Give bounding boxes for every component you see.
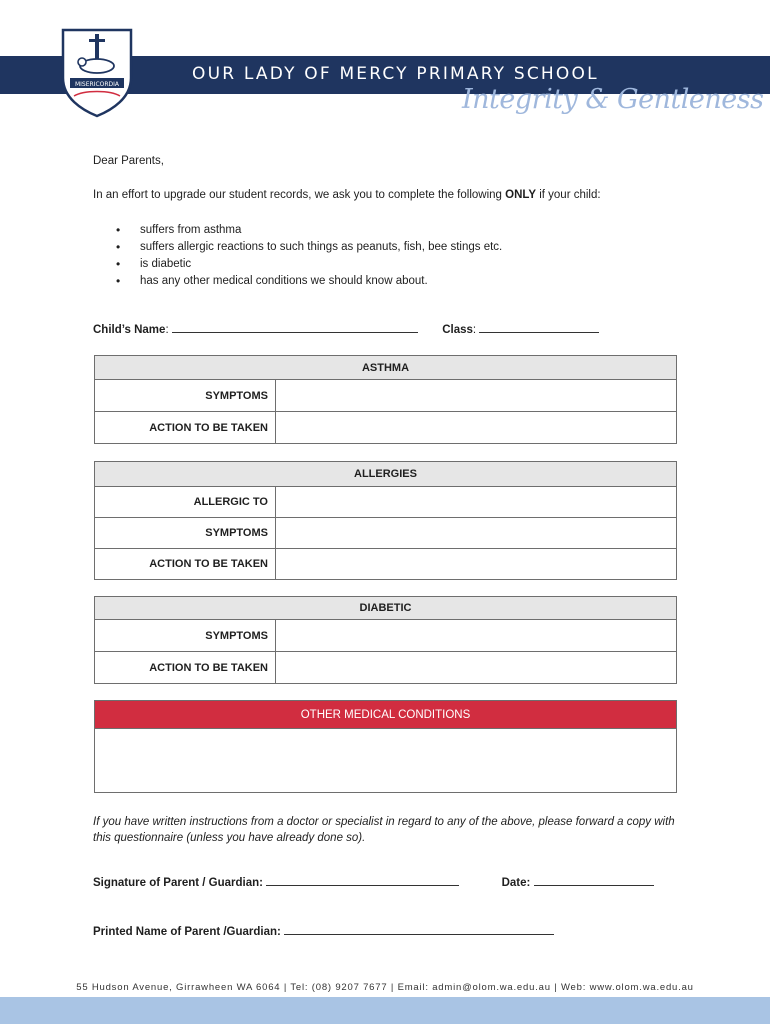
printed-name-label: Printed Name of Parent /Guardian:	[93, 926, 281, 938]
other-conditions-table	[94, 700, 677, 793]
date-field[interactable]	[534, 875, 654, 886]
diabetic-title: DIABETIC	[95, 597, 677, 620]
list-item: • suffers from asthma	[113, 222, 502, 239]
diabetic-table	[94, 596, 677, 684]
diabetic-symptoms-label: SYMPTOMS	[95, 620, 276, 652]
intro-after: if your child:	[536, 189, 601, 201]
child-name-label: Child’s Name	[93, 324, 166, 336]
signature-label: Signature of Parent / Guardian:	[93, 877, 263, 889]
date-label: Date:	[501, 877, 531, 889]
other-conditions-title: OTHER MEDICAL CONDITIONS	[95, 701, 677, 729]
allergies-action-label: ACTION TO BE TAKEN	[95, 549, 276, 580]
printed-name-field[interactable]	[284, 924, 554, 935]
diabetic-action-label: ACTION TO BE TAKEN	[95, 652, 276, 684]
allergies-title: ALLERGIES	[95, 462, 677, 487]
asthma-action-field[interactable]	[276, 412, 677, 444]
school-motto: Integrity & Gentleness	[462, 84, 764, 115]
asthma-table	[94, 355, 677, 444]
asthma-symptoms-label: SYMPTOMS	[95, 380, 276, 412]
crest-text: MISERICORDIA	[74, 81, 120, 88]
child-name-field[interactable]	[172, 322, 418, 333]
allergic-to-label: ALLERGIC TO	[95, 487, 276, 518]
footer-contact: 55 Hudson Avenue, Girrawheen WA 6064 | Tel: (08) 9207 7677 | Email: admin@olom.wa.edu.au | Web: www.olom.wa.edu.au	[76, 982, 694, 993]
intro-emphasis: ONLY	[505, 189, 537, 201]
signature-line	[93, 875, 654, 889]
instructions-note: If you have written instructions from a doctor or specialist in regard to any of the above, please forward a copy with this questionnaire (unless you have already done so).	[93, 816, 675, 844]
other-conditions-field[interactable]	[95, 729, 677, 793]
allergies-table	[94, 461, 677, 580]
list-item: • has any other medical conditions we should know about.	[113, 273, 502, 290]
allergies-symptoms-label: SYMPTOMS	[95, 518, 276, 549]
school-crest-logo	[60, 26, 134, 118]
school-name: OUR LADY OF MERCY PRIMARY SCHOOL	[192, 64, 599, 84]
class-label: Class	[442, 324, 473, 336]
diabetic-action-field[interactable]	[276, 652, 677, 684]
class-field[interactable]	[479, 322, 599, 333]
condition-list	[113, 222, 502, 290]
list-item: • is diabetic	[113, 256, 502, 273]
intro-text	[93, 189, 601, 201]
printed-name-line	[93, 924, 554, 938]
asthma-symptoms-field[interactable]	[276, 380, 677, 412]
footer-band	[0, 997, 770, 1024]
allergies-symptoms-field[interactable]	[276, 518, 677, 549]
allergic-to-field[interactable]	[276, 487, 677, 518]
diabetic-symptoms-field[interactable]	[276, 620, 677, 652]
signature-field[interactable]	[266, 875, 459, 886]
greeting: Dear Parents,	[93, 155, 164, 167]
list-item: • suffers allergic reactions to such things as peanuts, fish, bee stings etc.	[113, 239, 502, 256]
child-info-line: Child’s Name: Class:	[93, 322, 599, 336]
asthma-action-label: ACTION TO BE TAKEN	[95, 412, 276, 444]
asthma-title: ASTHMA	[95, 356, 677, 380]
allergies-action-field[interactable]	[276, 549, 677, 580]
intro-before: In an effort to upgrade our student records, we ask you to complete the following	[93, 189, 506, 201]
